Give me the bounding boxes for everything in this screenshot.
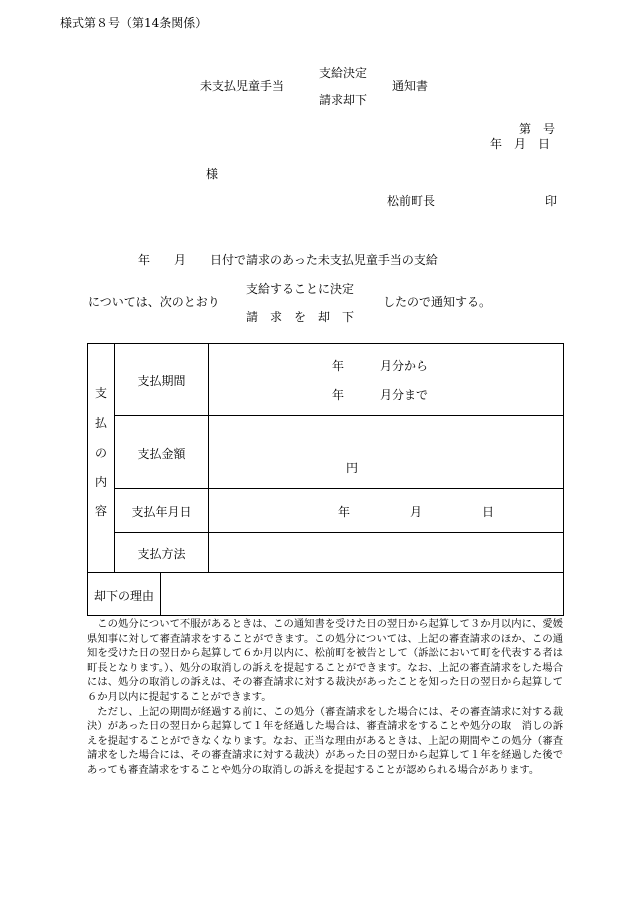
period-from: 年 月分から: [332, 359, 429, 373]
issuer-name: 松前町長: [387, 194, 436, 208]
notice-paragraph: ただし、上記の期間が経過する前に、この処分（審査請求をした場合には、その審査請求に対する裁決）があった日の翌日から起算して１年を経過した場合は、審査請求をすることや処分の取 消しの訴えを提起することができなくなります。なお、正当な理由があるときは、上記の期間やこの処分（審査請求をした場合には、その審査請求に対する裁決）があった日の翌日から起算して１年を経過した後であっても審査請求をすることや処分の取消しの訴えを提起することが認められる場合があります。: [87, 705, 563, 776]
group-label-char: 内: [94, 475, 107, 489]
title-option-reject: 請求却下: [319, 93, 368, 107]
title-subject: 未支払児童手当: [200, 79, 285, 93]
group-label-char: 支: [94, 386, 107, 400]
issue-date: 年 月 日: [490, 137, 551, 151]
group-label-char: の: [94, 446, 107, 460]
body-prefix: については、次のとおり: [88, 295, 220, 309]
body-option-reject: 請 求 を 却 下: [246, 310, 355, 324]
form-number: 様式第８号（第14条関係）: [60, 16, 208, 30]
payment-method-label: 支払方法: [137, 547, 186, 561]
amount-unit: 円: [346, 461, 359, 475]
period-to: 年 月分まで: [332, 388, 429, 402]
body-option-grant: 支給することに決定: [246, 282, 355, 296]
addressee: 様: [206, 167, 219, 181]
seal-mark: 印: [545, 194, 558, 208]
group-label-char: 容: [94, 504, 107, 518]
payment-date-label: 支払年月日: [131, 505, 192, 519]
appeal-notice: [87, 617, 563, 778]
body-line-1: 年 月 日付で請求のあった未支払児童手当の支給: [138, 253, 438, 267]
body-suffix: したので通知する。: [383, 295, 492, 309]
amount-label: 支払金額: [137, 447, 186, 461]
title-suffix: 通知書: [392, 79, 429, 93]
period-label: 支払期間: [137, 374, 186, 388]
payment-date-value: 年 月 日: [338, 505, 495, 519]
rejection-reason-label: 却下の理由: [93, 589, 154, 603]
notice-paragraph: この処分について不服があるときは、この通知書を受けた日の翌日から起算して３か月以内に、愛媛県知事に対して審査請求をすることができます。この処分については、上記の審査請求のほか、この通知を受けた日の翌日から起算して６か月以内に、松前町を被告として（訴訟において町を代表する者は町長となります。）、処分の取消しの訴えを提起することができます。なお、上記の審査請求をした場合には、処分の取消しの訴えは、その審査請求に対する裁決があったことを知った日の翌日から起算して６か月以内に提起することができます。: [87, 618, 563, 703]
group-label-char: 払: [94, 416, 107, 430]
issue-number: 第 号: [519, 122, 556, 136]
title-option-grant: 支給決定: [319, 66, 368, 80]
